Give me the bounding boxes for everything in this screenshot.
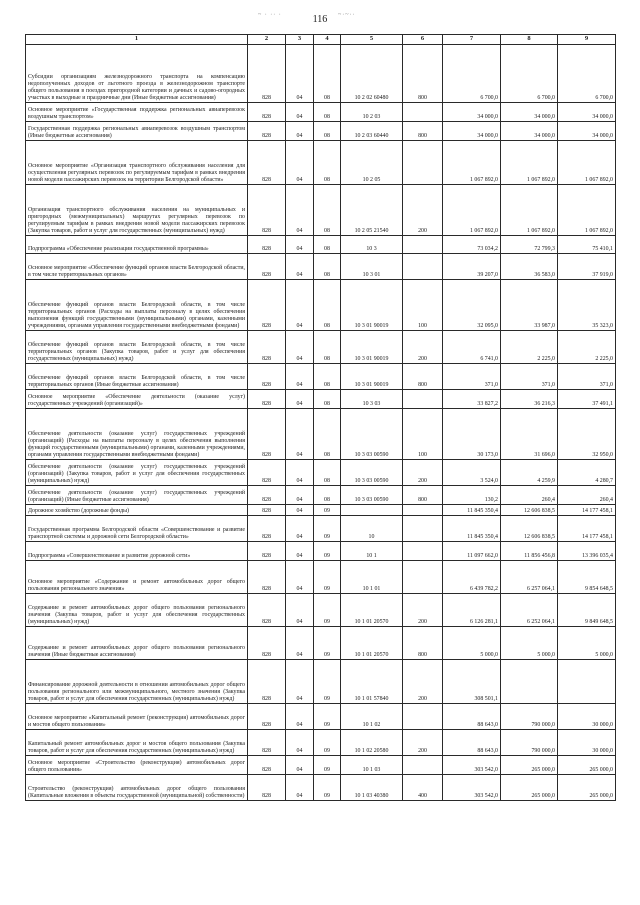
expense-type-cell: 200	[403, 185, 443, 236]
subsection-code-cell: 08	[314, 103, 341, 122]
expense-type-cell	[403, 756, 443, 775]
amount-cell-year1: 34 000,0	[443, 122, 501, 141]
subsection-code-cell: 09	[314, 775, 341, 801]
target-article-cell: 10 2 02 60480	[341, 45, 403, 103]
amount-cell-year1: 6 700,0	[443, 45, 501, 103]
table-row	[26, 704, 616, 730]
subsection-code-cell: 08	[314, 280, 341, 331]
amount-cell-year2: 790 000,0	[501, 704, 558, 730]
row-name-cell: Основное мероприятие «Капитальный ремонт (реконструкция) автомобильных дорог и мостов общего пользования»	[26, 704, 248, 730]
row-name-cell: Государственная программа Белгородской области «Совершенствование и развитие транспортной системы и дорожной сети Белгородской области»	[26, 516, 248, 542]
ved-code-cell: 828	[248, 254, 286, 280]
row-name-cell: Обеспечение функций органов власти Белгородской области, в том числе территориальных органов (Расходы на выплаты персоналу в целях обеспечения выполнения функций государственными (муниципальными) органами, казенными учреждениями, органами управления государственными внебюджетными фондами)	[26, 280, 248, 331]
row-name-cell: Обеспечение деятельности (оказание услуг) государственных учреждений (организаций) (Иные бюджетные ассигнования)	[26, 486, 248, 505]
amount-cell-year2: 72 799,3	[501, 236, 558, 254]
expense-type-cell: 400	[403, 775, 443, 801]
amount-cell-year1: 34 000,0	[443, 103, 501, 122]
amount-cell-year2: 265 000,0	[501, 775, 558, 801]
expense-type-cell	[403, 542, 443, 561]
target-article-cell: 10 2 03 60440	[341, 122, 403, 141]
table-row	[26, 185, 616, 236]
target-article-cell: 10 3 03 00590	[341, 486, 403, 505]
subsection-code-cell: 09	[314, 756, 341, 775]
amount-cell-year3: 30 000,0	[558, 704, 616, 730]
amount-cell-year3: 34 000,0	[558, 103, 616, 122]
amount-cell-year3: 265 000,0	[558, 756, 616, 775]
subsection-code-cell: 09	[314, 561, 341, 594]
table-row	[26, 486, 616, 505]
expense-type-cell: 800	[403, 45, 443, 103]
amount-cell-year2: 36 583,0	[501, 254, 558, 280]
target-article-cell: 10 1 03	[341, 756, 403, 775]
section-code-cell: 04	[286, 730, 314, 756]
ved-code-cell: 828	[248, 331, 286, 364]
row-name-cell: Основное мероприятие «Государственная поддержка региональных авиаперевозок воздушным транспортом»	[26, 103, 248, 122]
section-code-cell: 04	[286, 331, 314, 364]
table-row	[26, 122, 616, 141]
ved-code-cell: 828	[248, 516, 286, 542]
row-name-cell: Основное мероприятие «Обеспечение деятельности (оказание услуг) государственных учреждений (организаций)»	[26, 390, 248, 409]
subsection-code-cell: 09	[314, 660, 341, 704]
amount-cell-year3: 75 410,1	[558, 236, 616, 254]
amount-cell-year3: 9 854 648,5	[558, 561, 616, 594]
expense-type-cell: 800	[403, 486, 443, 505]
row-name-cell: Капитальный ремонт автомобильных дорог и мостов общего пользования (Закупка товаров, работ и услуг для обеспечения государственных (муниципальных) нужд)	[26, 730, 248, 756]
ved-code-cell: 828	[248, 756, 286, 775]
amount-cell-year2: 12 606 838,5	[501, 516, 558, 542]
subsection-code-cell: 08	[314, 185, 341, 236]
amount-cell-year1: 130,2	[443, 486, 501, 505]
expense-type-cell: 200	[403, 730, 443, 756]
amount-cell-year3: 5 000,0	[558, 627, 616, 660]
row-name-cell: Государственная поддержка региональных авиаперевозок воздушным транспортом (Иные бюджетные ассигнования)	[26, 122, 248, 141]
expense-type-cell	[403, 561, 443, 594]
ved-code-cell: 828	[248, 185, 286, 236]
subsection-code-cell: 08	[314, 486, 341, 505]
subsection-code-cell: 08	[314, 331, 341, 364]
row-name-cell: Организация транспортного обслуживания населения на муниципальных и пригородных (межмуниципальных) маршрутах регулярных перевозок по регулируемым тарифам в рамках внедрения новой модели пассажирских перевозок (Закупка товаров, работ и услуг для государственных (муниципальных) нужд)	[26, 185, 248, 236]
amount-cell-year1: 11 845 350,4	[443, 516, 501, 542]
row-name-cell: Субсидии организациям железнодорожного транспорта на компенсацию недополученных доходов от льготного проезда в железнодорожном транспорте общего пользования в поездах пригородной категории и дачных и садово-огородных участках в выходные и праздничные дни (Иные бюджетные ассигнования)	[26, 45, 248, 103]
target-article-cell: 10	[341, 516, 403, 542]
amount-cell-year2: 11 856 456,8	[501, 542, 558, 561]
column-header: 4	[314, 35, 341, 45]
pen-mark-left: ~ · ·· ·	[258, 12, 282, 18]
section-code-cell: 04	[286, 122, 314, 141]
ved-code-cell: 828	[248, 660, 286, 704]
amount-cell-year1: 11 845 350,4	[443, 505, 501, 516]
section-code-cell: 04	[286, 364, 314, 390]
row-name-cell: Обеспечение деятельности (оказание услуг) государственных учреждений (организаций) (Расходы на выплаты персоналу в целях обеспечения выполнения функций государственными (муниципальными) органами, казенными учреждениями, органами управления государственными внебюджетными фондами)	[26, 409, 248, 460]
ved-code-cell: 828	[248, 627, 286, 660]
amount-cell-year3: 13 396 035,4	[558, 542, 616, 561]
table-row	[26, 460, 616, 486]
section-code-cell: 04	[286, 627, 314, 660]
target-article-cell: 10 3	[341, 236, 403, 254]
amount-cell-year2: 34 000,0	[501, 103, 558, 122]
expense-type-cell: 800	[403, 364, 443, 390]
table-row	[26, 775, 616, 801]
subsection-code-cell: 09	[314, 542, 341, 561]
ved-code-cell: 828	[248, 561, 286, 594]
section-code-cell: 04	[286, 185, 314, 236]
ved-code-cell: 828	[248, 775, 286, 801]
ved-code-cell: 828	[248, 594, 286, 627]
row-name-cell: Основное мероприятие «Обеспечение функций органов власти Белгородской области, в том числе территориальных органов»	[26, 254, 248, 280]
table-row	[26, 756, 616, 775]
amount-cell-year2: 6 252 064,1	[501, 594, 558, 627]
expense-type-cell: 200	[403, 660, 443, 704]
subsection-code-cell: 08	[314, 254, 341, 280]
amount-cell-year2: 5 000,0	[501, 627, 558, 660]
amount-cell-year1: 33 827,2	[443, 390, 501, 409]
expense-type-cell	[403, 254, 443, 280]
amount-cell-year2: 2 225,0	[501, 331, 558, 364]
ved-code-cell: 828	[248, 390, 286, 409]
target-article-cell: 10 1 02	[341, 704, 403, 730]
expense-type-cell	[403, 236, 443, 254]
target-article-cell: 10 1 01 20570	[341, 627, 403, 660]
section-code-cell: 04	[286, 486, 314, 505]
ved-code-cell: 828	[248, 486, 286, 505]
ved-code-cell: 828	[248, 122, 286, 141]
budget-table	[25, 34, 616, 801]
amount-cell-year1: 32 095,0	[443, 280, 501, 331]
amount-cell-year1: 1 067 892,0	[443, 185, 501, 236]
expense-type-cell	[403, 103, 443, 122]
subsection-code-cell: 08	[314, 364, 341, 390]
amount-cell-year3: 371,0	[558, 364, 616, 390]
expense-type-cell: 800	[403, 627, 443, 660]
ved-code-cell: 828	[248, 364, 286, 390]
ved-code-cell: 828	[248, 103, 286, 122]
table-row	[26, 561, 616, 594]
table-row	[26, 103, 616, 122]
amount-cell-year3: 37 919,0	[558, 254, 616, 280]
table-row	[26, 364, 616, 390]
section-code-cell: 04	[286, 505, 314, 516]
amount-cell-year3: 34 000,0	[558, 122, 616, 141]
subsection-code-cell: 08	[314, 390, 341, 409]
target-article-cell: 10 1 01 57840	[341, 660, 403, 704]
amount-cell-year2: 1 067 892,0	[501, 185, 558, 236]
amount-cell-year1: 39 207,0	[443, 254, 501, 280]
amount-cell-year2: 12 606 838,5	[501, 505, 558, 516]
amount-cell-year1: 308 501,1	[443, 660, 501, 704]
table-row	[26, 505, 616, 516]
amount-cell-year3: 4 280,7	[558, 460, 616, 486]
amount-cell-year2: 31 696,0	[501, 409, 558, 460]
subsection-code-cell: 08	[314, 460, 341, 486]
target-article-cell: 10 3 01 90019	[341, 280, 403, 331]
expense-type-cell: 100	[403, 409, 443, 460]
subsection-code-cell: 09	[314, 594, 341, 627]
section-code-cell: 04	[286, 390, 314, 409]
row-name-cell: Подпрограмма «Обеспечение реализации государственной программы»	[26, 236, 248, 254]
table-row	[26, 594, 616, 627]
amount-cell-year2: 6 257 064,1	[501, 561, 558, 594]
row-name-cell: Финансирование дорожной деятельности в отношении автомобильных дорог общего пользования регионального или межмуниципального, местного значения (Закупка товаров, работ и услуг для обеспечения государственных (муниципальных) нужд)	[26, 660, 248, 704]
amount-cell-year1: 30 173,0	[443, 409, 501, 460]
column-header: 7	[443, 35, 501, 45]
section-code-cell: 04	[286, 542, 314, 561]
table-row	[26, 542, 616, 561]
column-header: 8	[501, 35, 558, 45]
table-row	[26, 45, 616, 103]
amount-cell-year2: 4 259,9	[501, 460, 558, 486]
target-article-cell: 10 1	[341, 542, 403, 561]
section-code-cell: 04	[286, 704, 314, 730]
table-body	[26, 45, 616, 801]
amount-cell-year2: 36 216,3	[501, 390, 558, 409]
page-number: 116	[312, 14, 328, 25]
table-row	[26, 390, 616, 409]
subsection-code-cell: 08	[314, 122, 341, 141]
subsection-code-cell: 09	[314, 704, 341, 730]
table-row	[26, 730, 616, 756]
amount-cell-year1: 5 000,0	[443, 627, 501, 660]
subsection-code-cell: 08	[314, 141, 341, 185]
amount-cell-year2: 1 067 892,0	[501, 141, 558, 185]
amount-cell-year2: 260,4	[501, 486, 558, 505]
section-code-cell: 04	[286, 660, 314, 704]
subsection-code-cell: 08	[314, 236, 341, 254]
column-header: 3	[286, 35, 314, 45]
table-row	[26, 627, 616, 660]
amount-cell-year1: 303 542,0	[443, 756, 501, 775]
table-row	[26, 516, 616, 542]
section-code-cell: 04	[286, 756, 314, 775]
section-code-cell: 04	[286, 594, 314, 627]
amount-cell-year3: 1 067 892,0	[558, 185, 616, 236]
row-name-cell: Обеспечение функций органов власти Белгородской области, в том числе территориальных органов (Иные бюджетные ассигнования)	[26, 364, 248, 390]
ved-code-cell: 828	[248, 542, 286, 561]
section-code-cell: 04	[286, 45, 314, 103]
ved-code-cell: 828	[248, 409, 286, 460]
section-code-cell: 04	[286, 254, 314, 280]
amount-cell-year3: 14 177 458,1	[558, 516, 616, 542]
section-code-cell: 04	[286, 775, 314, 801]
ved-code-cell: 828	[248, 505, 286, 516]
amount-cell-year3: 1 067 892,0	[558, 141, 616, 185]
row-name-cell: Основное мероприятие «Содержание и ремонт автомобильных дорог общего пользования регионального значения»	[26, 561, 248, 594]
target-article-cell: 10 2 05	[341, 141, 403, 185]
amount-cell-year1: 73 034,2	[443, 236, 501, 254]
target-article-cell: 10 2 05 21540	[341, 185, 403, 236]
amount-cell-year1: 88 643,0	[443, 730, 501, 756]
section-code-cell: 04	[286, 460, 314, 486]
amount-cell-year1: 303 542,0	[443, 775, 501, 801]
target-article-cell: 10 1 01 20570	[341, 594, 403, 627]
amount-cell-year1: 11 097 662,0	[443, 542, 501, 561]
table-row	[26, 280, 616, 331]
amount-cell-year1: 6 741,0	[443, 331, 501, 364]
target-article-cell: 10 2 03	[341, 103, 403, 122]
table-row	[26, 141, 616, 185]
amount-cell-year2: 265 000,0	[501, 756, 558, 775]
subsection-code-cell: 09	[314, 516, 341, 542]
row-name-cell: Подпрограмма «Совершенствование и развитие дорожной сети»	[26, 542, 248, 561]
amount-cell-year2: 6 700,0	[501, 45, 558, 103]
target-article-cell: 10 3 03 00590	[341, 460, 403, 486]
section-code-cell: 04	[286, 409, 314, 460]
table-row	[26, 236, 616, 254]
table-row	[26, 660, 616, 704]
pen-mark-right: ~·~··	[338, 12, 356, 18]
row-name-cell: Содержание и ремонт автомобильных дорог общего пользования регионального значения (Закупка товаров, работ и услуг для обеспечения государственных (муниципальных) нужд)	[26, 594, 248, 627]
amount-cell-year2: 371,0	[501, 364, 558, 390]
amount-cell-year3	[558, 660, 616, 704]
amount-cell-year3: 32 950,0	[558, 409, 616, 460]
target-article-cell: 10 1 02 20580	[341, 730, 403, 756]
subsection-code-cell: 09	[314, 730, 341, 756]
amount-cell-year1: 6 439 782,2	[443, 561, 501, 594]
target-article-cell: 10 3 03 00590	[341, 409, 403, 460]
ved-code-cell: 828	[248, 704, 286, 730]
subsection-code-cell: 09	[314, 505, 341, 516]
amount-cell-year3: 14 177 458,1	[558, 505, 616, 516]
amount-cell-year1: 88 643,0	[443, 704, 501, 730]
subsection-code-cell: 09	[314, 627, 341, 660]
ved-code-cell: 828	[248, 141, 286, 185]
amount-cell-year1: 1 067 892,0	[443, 141, 501, 185]
amount-cell-year2: 790 000,0	[501, 730, 558, 756]
expense-type-cell: 800	[403, 122, 443, 141]
amount-cell-year3: 37 491,1	[558, 390, 616, 409]
section-code-cell: 04	[286, 236, 314, 254]
amount-cell-year1: 6 126 281,1	[443, 594, 501, 627]
row-name-cell: Содержание и ремонт автомобильных дорог общего пользования регионального значения (Иные бюджетные ассигнования)	[26, 627, 248, 660]
amount-cell-year3: 265 000,0	[558, 775, 616, 801]
section-code-cell: 04	[286, 103, 314, 122]
target-article-cell: 10 1 01	[341, 561, 403, 594]
row-name-cell: Основное мероприятие «Строительство (реконструкция) автомобильных дорог общего пользования»	[26, 756, 248, 775]
expense-type-cell	[403, 390, 443, 409]
section-code-cell: 04	[286, 280, 314, 331]
table-row	[26, 409, 616, 460]
target-article-cell	[341, 505, 403, 516]
amount-cell-year3: 9 849 648,5	[558, 594, 616, 627]
amount-cell-year1: 3 524,0	[443, 460, 501, 486]
table-header-row	[26, 35, 616, 45]
subsection-code-cell: 08	[314, 45, 341, 103]
section-code-cell: 04	[286, 516, 314, 542]
ved-code-cell: 828	[248, 45, 286, 103]
ved-code-cell: 828	[248, 460, 286, 486]
table-row	[26, 254, 616, 280]
column-header: 1	[26, 35, 248, 45]
amount-cell-year1: 371,0	[443, 364, 501, 390]
expense-type-cell: 200	[403, 331, 443, 364]
section-code-cell: 04	[286, 561, 314, 594]
row-name-cell: Строительство (реконструкция) автомобильных дорог общего пользования (Капитальные вложения в объекты государственной (муниципальной) собственности)	[26, 775, 248, 801]
column-header: 6	[403, 35, 443, 45]
ved-code-cell: 828	[248, 280, 286, 331]
amount-cell-year3: 260,4	[558, 486, 616, 505]
target-article-cell: 10 3 01 90019	[341, 364, 403, 390]
target-article-cell: 10 3 03	[341, 390, 403, 409]
amount-cell-year3: 2 225,0	[558, 331, 616, 364]
expense-type-cell	[403, 505, 443, 516]
column-header: 9	[558, 35, 616, 45]
ved-code-cell: 828	[248, 236, 286, 254]
column-header: 5	[341, 35, 403, 45]
row-name-cell: Обеспечение функций органов власти Белгородской области, в том числе территориальных органов (Закупка товаров, работ и услуг для обеспечения государственных (муниципальных) нужд)	[26, 331, 248, 364]
expense-type-cell	[403, 704, 443, 730]
table-row	[26, 331, 616, 364]
expense-type-cell: 100	[403, 280, 443, 331]
subsection-code-cell: 08	[314, 409, 341, 460]
row-name-cell: Обеспечение деятельности (оказание услуг) государственных учреждений (организаций) (Закупка товаров, работ и услуг для обеспечения государственных (муниципальных) нужд)	[26, 460, 248, 486]
target-article-cell: 10 3 01 90019	[341, 331, 403, 364]
row-name-cell: Дорожное хозяйство (дорожные фонды)	[26, 505, 248, 516]
amount-cell-year2: 33 987,0	[501, 280, 558, 331]
expense-type-cell: 200	[403, 594, 443, 627]
section-code-cell: 04	[286, 141, 314, 185]
amount-cell-year3: 6 700,0	[558, 45, 616, 103]
amount-cell-year3: 35 323,0	[558, 280, 616, 331]
amount-cell-year2: 34 000,0	[501, 122, 558, 141]
target-article-cell: 10 3 01	[341, 254, 403, 280]
expense-type-cell	[403, 516, 443, 542]
ved-code-cell: 828	[248, 730, 286, 756]
amount-cell-year2	[501, 660, 558, 704]
target-article-cell: 10 1 03 40380	[341, 775, 403, 801]
column-header: 2	[248, 35, 286, 45]
row-name-cell: Основное мероприятие «Организация транспортного обслуживания населения для осуществления регулярных перевозок по регулируемым тарифам в рамках внедрения новой модели пассажирских перевозок на территории Белгородской области»	[26, 141, 248, 185]
expense-type-cell	[403, 141, 443, 185]
expense-type-cell: 200	[403, 460, 443, 486]
amount-cell-year3: 30 000,0	[558, 730, 616, 756]
